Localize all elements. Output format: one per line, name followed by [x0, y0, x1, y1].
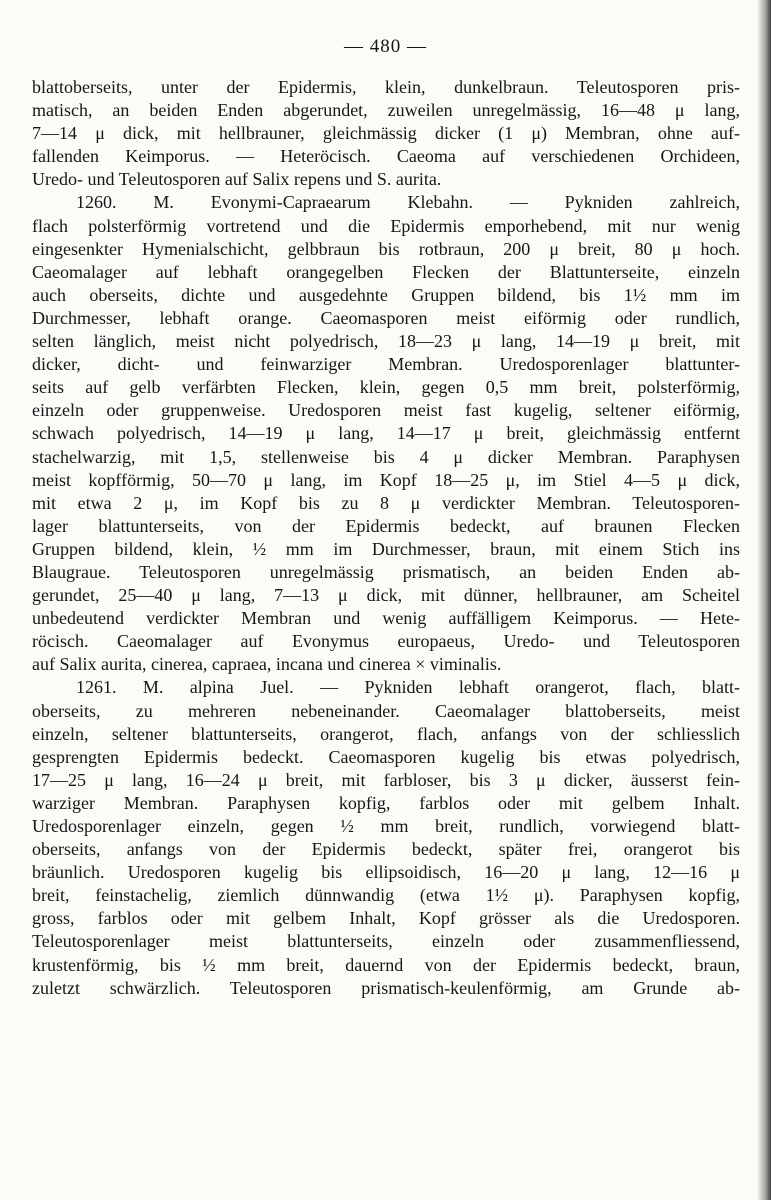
text-line: Teleutosporenlager meist blattunterseits, einzeln oder zusammenfliessend,: [32, 931, 740, 952]
text-line: einzeln oder gruppenweise. Uredosporen meist fast kugelig, seltener eiförmig,: [32, 400, 740, 421]
text-line: stachelwarzig, mit 1,5, stellenweise bis 4 μ dicker Membran. Paraphysen: [32, 446, 740, 467]
page-edge-shadow: [757, 0, 771, 1200]
text-line: lager blattunterseits, von der Epidermis bedeckt, auf braunen Flecken: [32, 515, 740, 536]
text-line: fallenden Keimporus. — Heteröcisch. Caeoma auf verschiedenen Orchideen,: [32, 146, 740, 167]
text-line: 1261. M. alpina Juel. — Pykniden lebhaft orangerot, flach, blatt-: [76, 677, 740, 698]
text-line: auf Salix aurita, cinerea, capraea, incana und cinerea × viminalis.: [32, 654, 502, 675]
text-line: 1260. M. Evonymi-Capraearum Klebahn. — Pykniden zahlreich,: [76, 192, 740, 213]
text-line: dicker, dicht- und feinwarziger Membran. Uredosporenlager blattunter-: [32, 354, 740, 375]
text-line: oberseits, anfangs von der Epidermis bedeckt, später frei, orangerot bis: [32, 839, 740, 860]
text-line: krustenförmig, bis ½ mm breit, dauernd von der Epidermis bedeckt, braun,: [32, 954, 740, 975]
text-line: warziger Membran. Paraphysen kopfig, farblos oder mit gelbem Inhalt.: [32, 792, 740, 813]
text-line: bräunlich. Uredosporen kugelig bis ellipsoidisch, 16—20 μ lang, 12—16 μ: [32, 862, 740, 883]
text-line: zuletzt schwärzlich. Teleutosporen prismatisch-keulenförmig, am Grunde ab-: [32, 977, 740, 998]
text-line: oberseits, zu mehreren nebeneinander. Caeomalager blattoberseits, meist: [32, 700, 740, 721]
text-line: gesprengten Epidermis bedeckt. Caeomasporen kugelig bis etwas polyedrisch,: [32, 746, 740, 767]
text-line: gross, farblos oder mit gelbem Inhalt, Kopf grösser als die Uredosporen.: [32, 908, 740, 929]
text-line: einzeln, seltener blattunterseits, orangerot, flach, anfangs von der schliesslich: [32, 723, 740, 744]
body-text: [32, 76, 740, 1000]
text-line: seits auf gelb verfärbten Flecken, klein, gegen 0,5 mm breit, polsterförmig,: [32, 377, 740, 398]
text-line: meist kopfförmig, 50—70 μ lang, im Kopf 18—25 μ, im Stiel 4—5 μ dick,: [32, 469, 740, 490]
text-line: 7—14 μ dick, mit hellbrauner, gleichmässig dicker (1 μ) Membran, ohne auf-: [32, 123, 740, 144]
text-line: Uredosporenlager einzeln, gegen ½ mm breit, rundlich, vorwiegend blatt-: [32, 816, 740, 836]
text-line: schwach polyedrisch, 14—19 μ lang, 14—17 μ breit, gleichmässig entfernt: [32, 423, 740, 444]
text-line: breit, feinstachelig, ziemlich dünnwandig (etwa 1½ μ). Paraphysen kopfig,: [32, 885, 740, 906]
text-line: blattoberseits, unter der Epidermis, klein, dunkelbraun. Teleutosporen pris-: [32, 77, 740, 97]
text-line: 17—25 μ lang, 16—24 μ breit, mit farbloser, bis 3 μ dicker, äusserst fein-: [32, 769, 740, 790]
text-line: Caeomalager auf lebhaft orangegelben Flecken der Blattunterseite, einzeln: [32, 261, 740, 282]
page-number: — 480 —: [344, 36, 427, 57]
text-line: gerundet, 25—40 μ lang, 7—13 μ dick, mit dünner, hellbrauner, am Scheitel: [32, 585, 740, 606]
text-line: Uredo- und Teleutosporen auf Salix repens und S. aurita.: [32, 169, 442, 190]
text-line: Blaugraue. Teleutosporen unregelmässig prismatisch, an beiden Enden ab-: [32, 561, 740, 582]
text-line: röcisch. Caeomalager auf Evonymus europaeus, Uredo- und Teleutosporen: [32, 631, 740, 652]
text-line: selten länglich, meist nicht polyedrisch, 18—23 μ lang, 14—19 μ breit, mit: [32, 331, 740, 352]
text-line: Gruppen bildend, klein, ½ mm im Durchmesser, braun, mit einem Stich ins: [32, 538, 740, 559]
text-line: eingesenkter Hymenialschicht, gelbbraun bis rotbraun, 200 μ breit, 80 μ hoch.: [32, 238, 740, 259]
text-line: Durchmesser, lebhaft orange. Caeomasporen meist eiförmig oder rundlich,: [32, 307, 740, 328]
text-line: matisch, an beiden Enden abgerundet, zuweilen unregelmässig, 16—48 μ lang,: [32, 100, 740, 121]
text-line: unbedeutend verdickter Membran und wenig auffälligem Keimporus. — Hete-: [32, 608, 740, 629]
text-line: flach polsterförmig vortretend und die Epidermis emporhebend, mit nur wenig: [32, 215, 740, 236]
text-line: mit etwa 2 μ, im Kopf bis zu 8 μ verdickter Membran. Teleutosporen-: [32, 492, 740, 513]
text-line: auch oberseits, dichte und ausgedehnte Gruppen bildend, bis 1½ mm im: [32, 284, 740, 305]
